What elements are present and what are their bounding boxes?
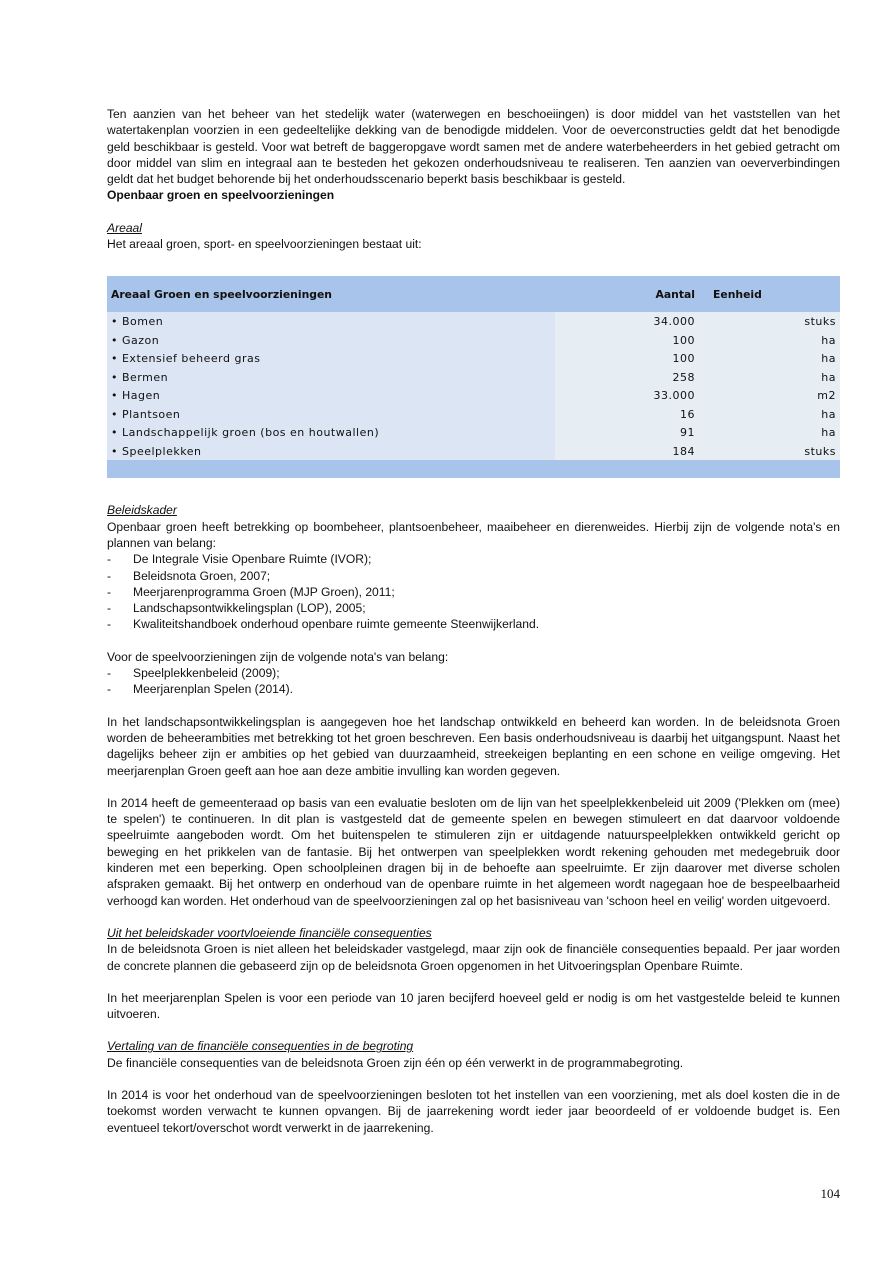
table-row <box>107 386 840 405</box>
row-unit: ha <box>699 349 840 368</box>
vertaling-heading: Vertaling van de financiële consequenties in de begroting <box>107 1039 414 1054</box>
table-row <box>107 423 840 442</box>
table-row <box>107 368 840 387</box>
list-item: - Landschapsontwikkelingsplan (LOP), 2005; <box>107 600 840 616</box>
beleidskader-heading: Beleidskader <box>107 503 177 518</box>
list-item: - Speelplekkenbeleid (2009); <box>107 665 840 681</box>
areaal-table <box>107 276 840 478</box>
row-value: 100 <box>555 331 699 350</box>
list-item: - Meerjarenplan Spelen (2014). <box>107 681 840 697</box>
row-value: 33.000 <box>555 386 699 405</box>
beleidskader-paragraph-1: In het landschapsontwikkelingsplan is aangegeven hoe het landschap ontwikkeld en beheerd kan worden. In de beleidsnota Groen worden de beheerambities met betrekking tot het groen beschreven. Een basis onderhoudsniveau is daarbij het uitgangspunt. Naast het dagelijks beheer zijn er ambities op het gebied van duurzaamheid, streekeigen beplanting en een schone en veilige omgeving. Het meerjarenplan Groen geeft aan hoe aan deze ambitie invulling kan worden gegeven. <box>107 714 840 778</box>
table-row <box>107 405 840 424</box>
row-value: 258 <box>555 368 699 387</box>
row-label: • Plantsoen <box>107 405 555 424</box>
consequenties-heading: Uit het beleidskader voortvloeiende financiële consequenties <box>107 925 432 940</box>
areaal-text: Het areaal groen, sport- en speelvoorzieningen bestaat uit: <box>107 237 422 252</box>
row-unit: ha <box>699 423 840 442</box>
beleidskader-text: Openbaar groen heeft betrekking op boombeheer, plantsoenbeheer, maaibeheer en dierenweides. Hierbij zijn de volgende nota's en plannen van belang: <box>107 519 840 550</box>
list-item: - Kwaliteitshandboek onderhoud openbare ruimte gemeente Steenwijkerland. <box>107 616 840 632</box>
intro-paragraph: Ten aanzien van het beheer van het stedelijk water (waterwegen en beschoeiingen) is door middel van het vaststellen van het watertakenplan voorzien in een gedeeltelijke dekking van de benodigde middelen. Voor de oeverconstructies geldt dat het benodigde geld beschikbaar is gesteld. Voor wat betreft de baggeropgave wordt samen met de andere waterbeheerders in het gebied getracht om door middel van slim en integraal aan te besteden het gekozen onderhoudsniveau te realiseren. Ten aanzien van oeververbindingen geldt dat het budget behorende bij het onderhoudsscenario beperkt basis beschikbaar is gesteld. <box>107 107 840 187</box>
consequenties-paragraph-2: In het meerjarenplan Spelen is voor een periode van 10 jaren becijferd hoeveel geld er nodig is om het vastgestelde beleid te kunnen uitvoeren. <box>107 990 840 1022</box>
table-title: Areaal Groen en speelvoorzieningen <box>107 276 555 312</box>
table-row <box>107 312 840 331</box>
beleidskader-list <box>107 551 840 632</box>
vertaling-paragraph-2: In 2014 is voor het onderhoud van de speelvoorzieningen besloten tot het instellen van een voorziening, met als doel kosten die in de toekomst worden verwacht te kunnen opvangen. Bij de jaarrekening wordt ieder jaar beoordeeld of er voldoende budget is. Een eventueel tekort/overschot wordt verwerkt in de jaarrekening. <box>107 1087 840 1135</box>
list-item: - Beleidsnota Groen, 2007; <box>107 568 840 584</box>
row-value: 100 <box>555 349 699 368</box>
table-header-row <box>107 276 840 312</box>
table-row <box>107 349 840 368</box>
beleidskader-paragraph-2: In 2014 heeft de gemeenteraad op basis van een evaluatie besloten om de lijn van het speelplekkenbeleid uit 2009 ('Plekken om (mee) te spelen') te continueren. In dit plan is vastgesteld dat de gemeente spelen en bewegen stimuleert en dat daarvoor voldoende speelruimte aangeboden wordt. Om het buitenspelen te stimuleren zijn er uitdagende natuurspeelplekken ontwikkeld gericht op beweging en het prikkelen van de fantasie. Bij het ontwerpen van speelplekken wordt rekening gehouden met medegebruik door kinderen met een beperking. Open schoolpleinen dragen bij in de behoefte aan speelruimte. Er zijn daarover met diverse scholen afspraken gemaakt. Bij het ontwerp en onderhoud van de openbare ruimte in het algemeen wordt nagegaan hoe de bespeelbaarheid verhoogd kan worden. Het onderhoud van de speelvoorzieningen zal op het basisniveau van 'schoon heel en veilig' worden uitgevoerd. <box>107 795 840 908</box>
row-label: • Hagen <box>107 386 555 405</box>
row-unit: ha <box>699 331 840 350</box>
page-number: 104 <box>820 1186 840 1201</box>
list-item: - De Integrale Visie Openbare Ruimte (IVOR); <box>107 551 840 567</box>
document-page <box>107 106 840 1136</box>
consequenties-paragraph-1: In de beleidsnota Groen is niet alleen het beleidskader vastgelegd, maar zijn ook de financiële consequenties bepaald. Per jaar worden de concrete plannen die gebaseerd zijn op de beleidsnota Groen opgenomen in het Uitvoeringsplan Openbare Ruimte. <box>107 942 840 973</box>
table-footer-band <box>107 460 840 478</box>
row-unit: stuks <box>699 312 840 331</box>
row-value: 34.000 <box>555 312 699 331</box>
areaal-heading: Areaal <box>107 220 142 235</box>
row-label: • Gazon <box>107 331 555 350</box>
speel-intro: Voor de speelvoorzieningen zijn de volgende nota's van belang: <box>107 649 449 664</box>
section-title: Openbaar groen en speelvoorzieningen <box>107 188 335 203</box>
row-value: 16 <box>555 405 699 424</box>
row-label: • Landschappelijk groen (bos en houtwallen) <box>107 423 555 442</box>
row-label: • Speelplekken <box>107 442 555 461</box>
speel-list <box>107 665 840 698</box>
row-unit: ha <box>699 405 840 424</box>
vertaling-paragraph-1: De financiële consequenties van de beleidsnota Groen zijn één op één verwerkt in de programmabegroting. <box>107 1055 684 1070</box>
row-unit: ha <box>699 368 840 387</box>
column-header-eenheid: Eenheid <box>699 276 840 312</box>
row-label: • Extensief beheerd gras <box>107 349 555 368</box>
row-label: • Bermen <box>107 368 555 387</box>
list-item: - Meerjarenprogramma Groen (MJP Groen), 2011; <box>107 584 840 600</box>
row-unit: stuks <box>699 442 840 461</box>
table-row <box>107 331 840 350</box>
row-value: 91 <box>555 423 699 442</box>
row-unit: m2 <box>699 386 840 405</box>
column-header-aantal: Aantal <box>555 276 699 312</box>
table-row <box>107 442 840 461</box>
row-value: 184 <box>555 442 699 461</box>
row-label: • Bomen <box>107 312 555 331</box>
